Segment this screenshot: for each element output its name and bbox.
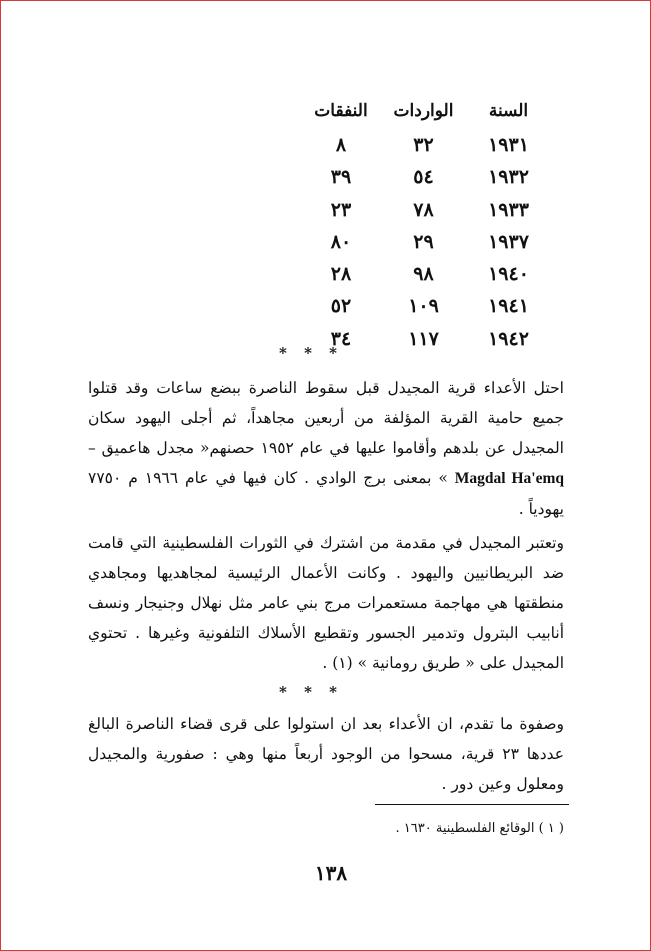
table-row	[301, 129, 551, 161]
cell-expenses: ٣٤	[330, 327, 352, 350]
footnote: ( ١ ) الوقائع الفلسطينية ١٦٣٠ .	[395, 821, 564, 836]
table-row	[301, 290, 551, 322]
table-row	[301, 226, 551, 258]
header-year: السنة	[488, 101, 529, 121]
statistics-table	[301, 93, 551, 355]
cell-year: ١٩٤٠	[488, 263, 529, 286]
footnote-divider	[375, 804, 569, 805]
header-revenues: الواردات	[393, 101, 454, 121]
cell-revenues: ٥٤	[413, 166, 434, 189]
header-expenses: النفقات	[314, 101, 368, 121]
cell-year: ١٩٣٣	[488, 198, 529, 221]
cell-year: ١٩٣٢	[488, 166, 529, 189]
cell-expenses: ٣٩	[330, 166, 352, 189]
cell-expenses: ٨٠	[330, 230, 352, 253]
cell-revenues: ٢٩	[413, 230, 434, 253]
cell-revenues: ٧٨	[413, 198, 434, 221]
page-number: ١٣٨	[314, 861, 348, 885]
cell-expenses: ٢٨	[330, 263, 352, 286]
table-header	[301, 93, 551, 129]
cell-revenues: ١٠٩	[408, 295, 439, 318]
paragraph-occupation	[88, 373, 564, 524]
cell-revenues: ٣٢	[413, 134, 434, 156]
paragraph-summary: وصفوة ما تقدم، ان الأعداء بعد ان استولوا على قرى قضاء الناصرة البالغ عددها ٢٣ قرية، مسحوا من الوجود أربعاً منها وهي : صفورية والمجيدل ومعلول وعين دور .	[88, 715, 564, 793]
cell-year: ١٩٤٢	[488, 327, 529, 350]
cell-year: ١٩٣١	[488, 134, 529, 156]
table-row	[301, 258, 551, 290]
table-row	[301, 194, 551, 226]
cell-revenues: ٩٨	[413, 263, 434, 286]
cell-expenses: ٨	[335, 134, 347, 156]
cell-expenses: ٥٢	[330, 295, 352, 318]
cell-expenses: ٢٣	[330, 198, 352, 221]
cell-year: ١٩٤١	[488, 295, 529, 318]
latin-place-name: Magdal Ha'emq	[454, 470, 564, 487]
section-separator: * * *	[279, 344, 343, 362]
paragraph-text: » بمعنى برج الوادي . كان فيها في عام ١٩٦٦ م ٧٧٥٠ يهودياً .	[88, 469, 564, 518]
paragraph-revolts: وتعتبر المجيدل في مقدمة من اشترك في الثورات الفلسطينية التي قامت ضد البريطانيين واليهود . وكانت الأعمال الرئيسية لمجاهديها ومجاهدي منطقتها هي مهاجمة مستعمرات مرج بني عامر مثل نهلال وجنيجار ونسف أنابيب البترول وتدمير الجسور وتقطيع الأسلاك التلفونية وغيرها . تحتوي المجيدل على « طريق رومانية » (١) .	[88, 534, 564, 672]
cell-revenues: ١١٧	[408, 327, 439, 350]
section-separator: * * *	[279, 683, 343, 701]
paragraph-text: احتل الأعداء قرية المجيدل قبل سقوط الناصرة ببضع ساعات وقد قتلوا جميع حامية القرية المؤلفة من أربعين مجاهداً، ثم أجلى اليهود سكان المجيدل عن بلدهم وأقاموا عليها في عام ١٩٥٢ حصنهم« مجدل هاعميق –	[88, 379, 564, 457]
cell-year: ١٩٣٧	[488, 230, 529, 253]
table-row	[301, 161, 551, 193]
